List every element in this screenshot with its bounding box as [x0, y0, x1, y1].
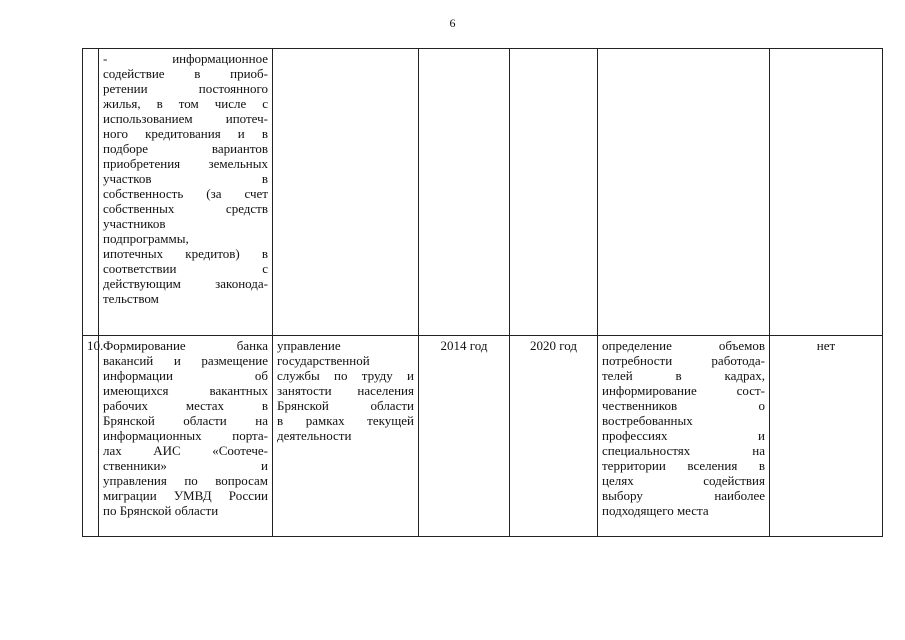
text-line: ственники» и — [103, 458, 268, 473]
text-line: управление — [277, 338, 341, 353]
text-line: имеющихся вакантных — [103, 383, 268, 398]
text-line: участков в — [103, 171, 268, 186]
text-line: Брянской области на — [103, 413, 268, 428]
text-line: Формирование банка — [103, 338, 268, 353]
text-line: соответствии с — [103, 261, 268, 276]
text-line: управления по вопросам — [103, 473, 268, 488]
executor-cell — [273, 336, 419, 537]
text-line: в рамках текущей — [277, 413, 414, 428]
text-line: участников — [103, 216, 166, 231]
text-line: лах АИС «Соотече- — [103, 443, 268, 458]
table-row — [83, 49, 883, 336]
result-cell — [598, 49, 770, 336]
measures-table — [82, 48, 883, 537]
note-cell: нет — [770, 336, 883, 537]
text-line: подходящего места — [602, 503, 709, 518]
executor-text — [277, 338, 414, 443]
activity-cell — [99, 336, 273, 537]
result-cell — [598, 336, 770, 537]
text-line: Брянской области — [277, 398, 414, 413]
text-line: содействие в приоб- — [103, 66, 268, 81]
text-line: по Брянской области — [103, 503, 219, 518]
text-line: подпрограммы, — [103, 231, 189, 246]
text-line: приобретения земельных — [103, 156, 268, 171]
start-year-cell: 2014 год — [419, 336, 510, 537]
text-line: вакансий и размещение — [103, 353, 268, 368]
text-line: специальностях на — [602, 443, 765, 458]
result-text — [602, 338, 765, 518]
end-year-cell: 2020 год — [510, 336, 598, 537]
text-line: использованием ипотеч- — [103, 111, 268, 126]
page-number: 6 — [449, 16, 456, 30]
text-line: информирование сост- — [602, 383, 765, 398]
text-line: миграции УМВД России — [103, 488, 268, 503]
table-row — [83, 336, 883, 537]
text-line: жилья, в том числе с — [103, 96, 268, 111]
text-line: занятости населения — [277, 383, 414, 398]
text-line: подборе вариантов — [103, 141, 268, 156]
activity-cell — [99, 49, 273, 336]
text-line: выбору наиболее — [602, 488, 765, 503]
executor-cell — [273, 49, 419, 336]
text-line: собственность (за счет — [103, 186, 268, 201]
row-number-cell: 10. — [83, 336, 99, 537]
text-line: ретении постоянного — [103, 81, 268, 96]
row-number-cell — [83, 49, 99, 336]
text-line: деятельности — [277, 428, 352, 443]
text-line: службы по труду и — [277, 368, 414, 383]
text-line: телей в кадрах, — [602, 368, 765, 383]
text-line: потребности работода- — [602, 353, 765, 368]
text-line: ипотечных кредитов) в — [103, 246, 268, 261]
text-line: чественников о — [602, 398, 765, 413]
text-line: действующим законода- — [103, 276, 268, 291]
text-line: целях содействия — [602, 473, 765, 488]
text-line: профессиях и — [602, 428, 765, 443]
activity-text — [103, 51, 268, 306]
note-cell — [770, 49, 883, 336]
text-line: рабочих местах в — [103, 398, 268, 413]
text-line: - информационное — [103, 51, 268, 66]
text-line: востребованных — [602, 413, 693, 428]
text-line: информационных порта- — [103, 428, 268, 443]
start-year-cell — [419, 49, 510, 336]
text-line: собственных средств — [103, 201, 268, 216]
end-year-cell — [510, 49, 598, 336]
text-line: государственной — [277, 353, 370, 368]
activity-text — [103, 338, 268, 518]
text-line: ного кредитования и в — [103, 126, 268, 141]
text-line: территории вселения в — [602, 458, 765, 473]
text-line: определение объемов — [602, 338, 765, 353]
text-line: информации об — [103, 368, 268, 383]
text-line: тельством — [103, 291, 159, 306]
